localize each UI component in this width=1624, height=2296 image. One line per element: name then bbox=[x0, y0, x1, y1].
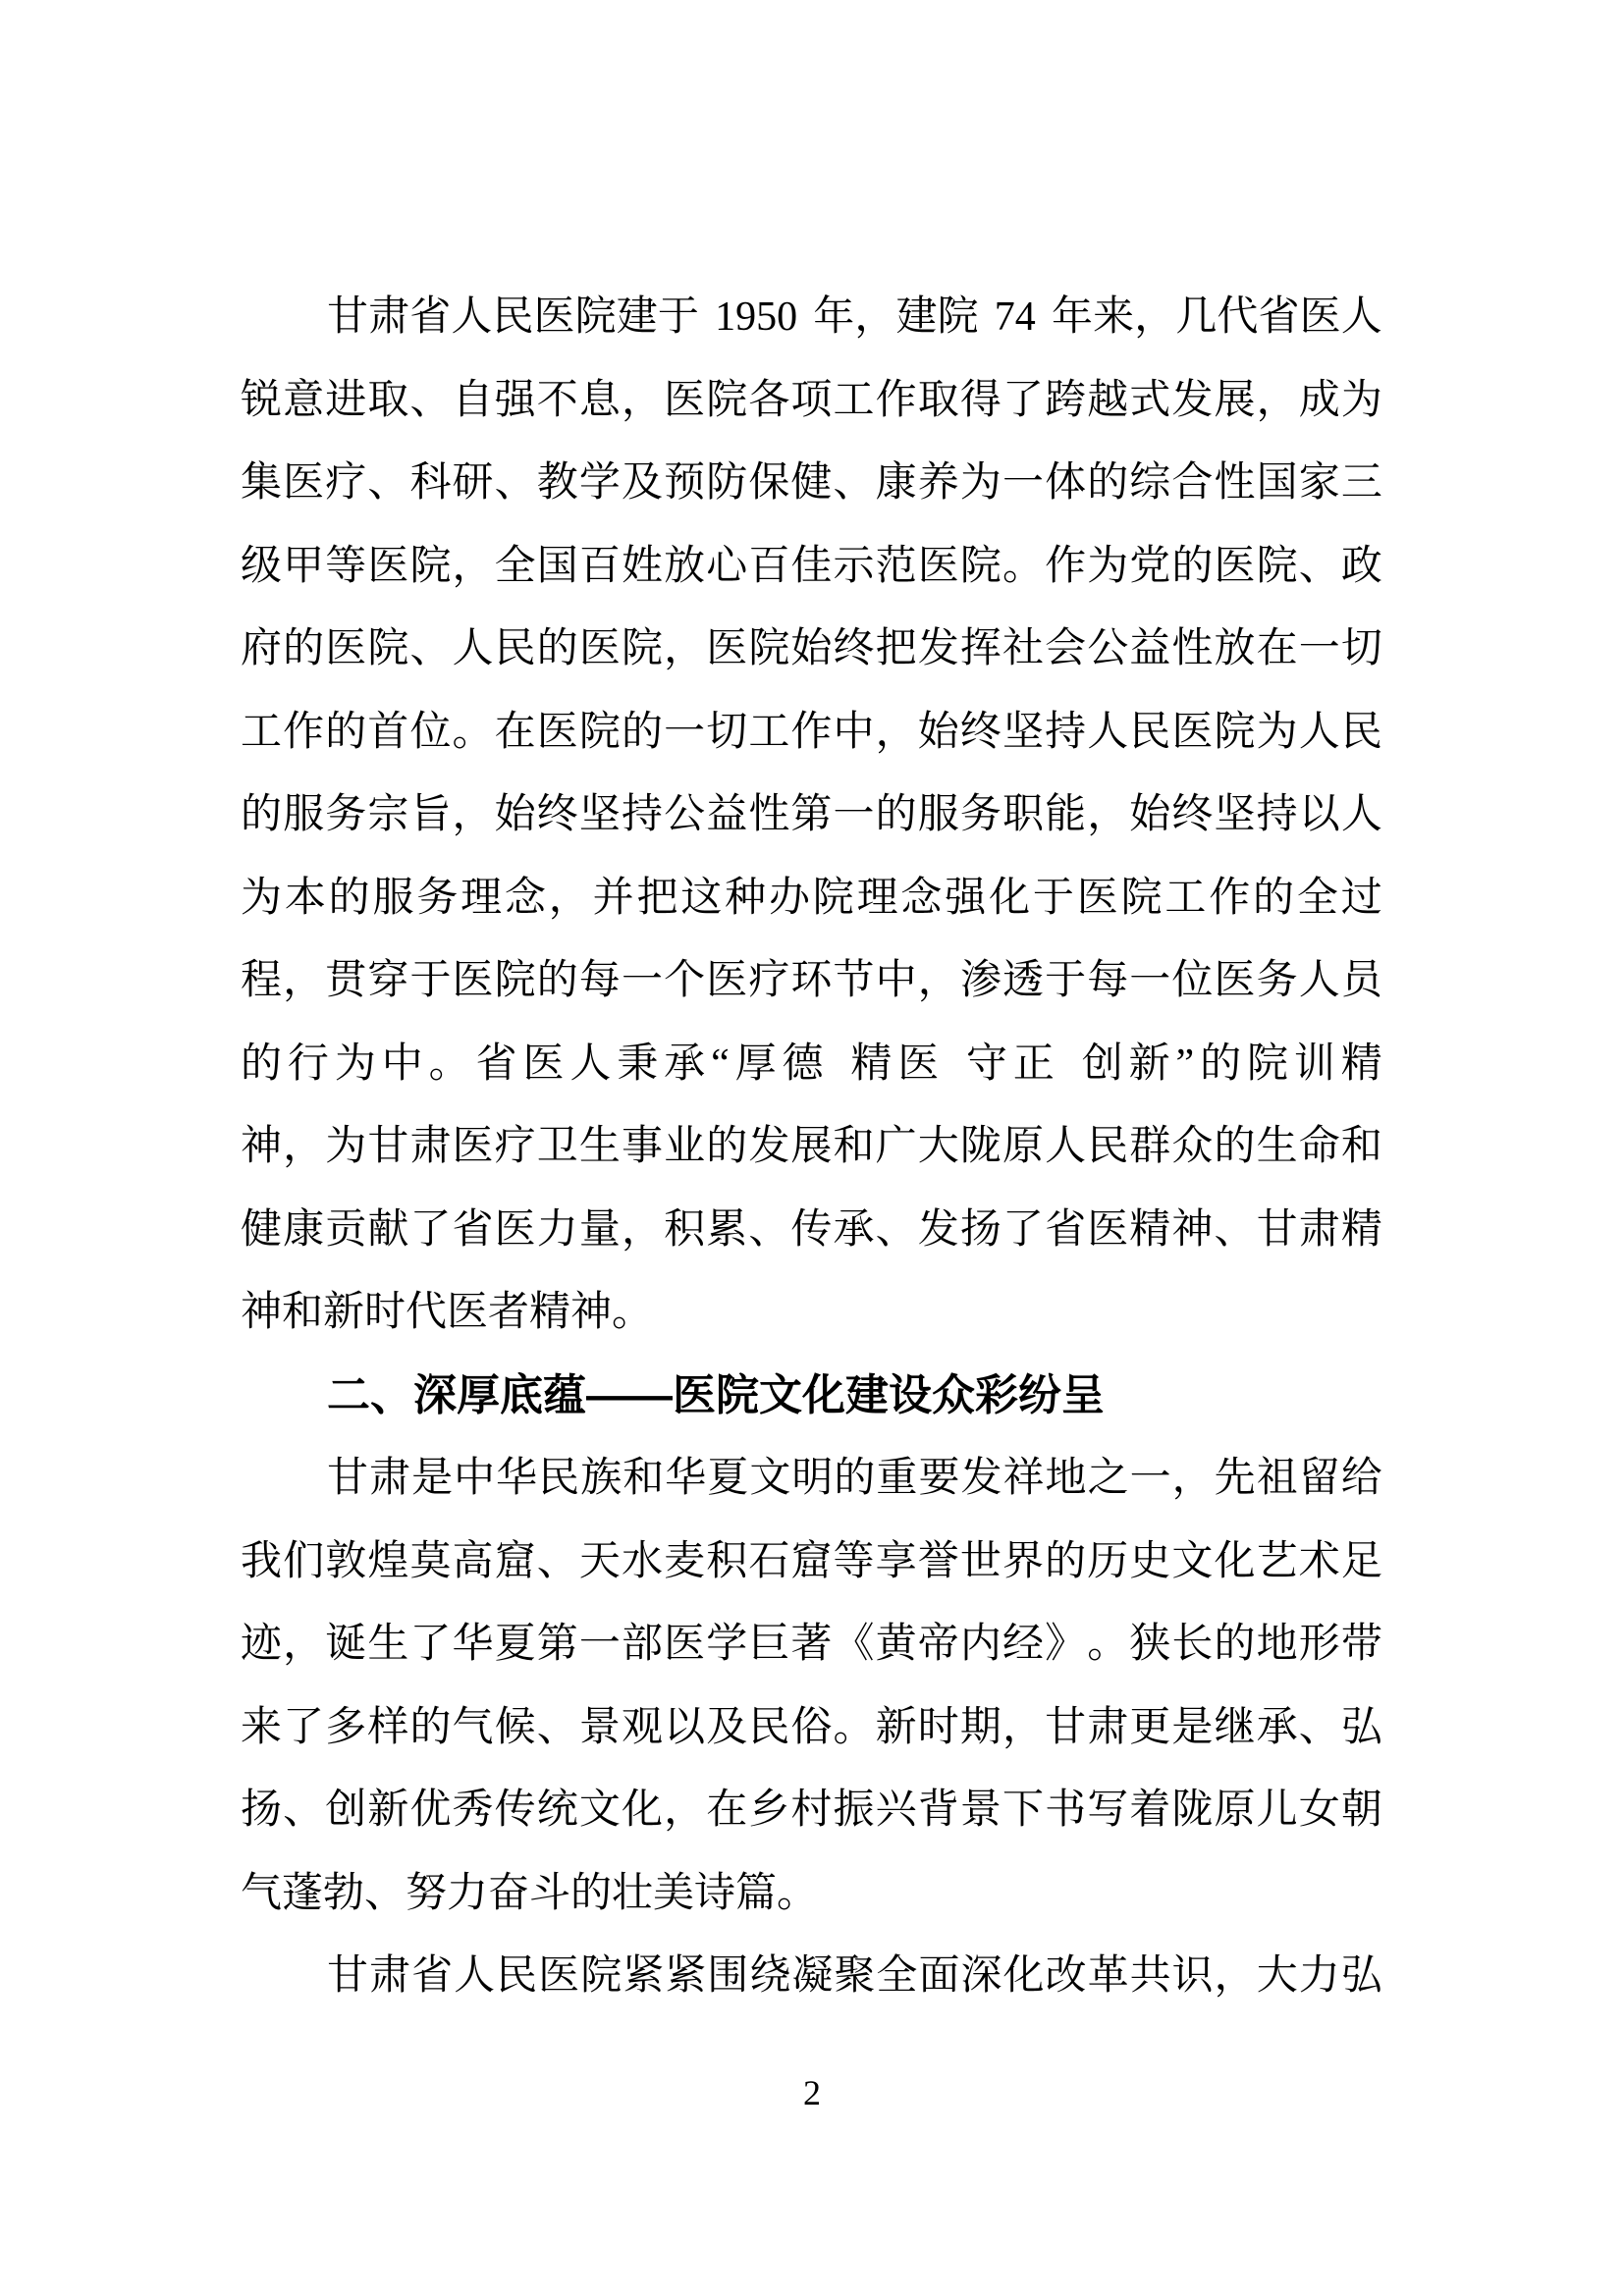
paragraph-line: 的 行 为 中 。 省 医 人 秉 承 “ 厚 德 精 医 守 正 创 新 ” 的 院 训 精 bbox=[241, 1041, 1382, 1087]
paragraph-line: 府 的 医 院 、 人 民 的 医 院 ， 医 院 始 终 把 发 挥 社 会 公 益 性 放 在 一 切 bbox=[241, 626, 1382, 671]
paragraph-line: 神 ， 为 甘 肃 医 疗 卫 生 事 业 的 发 展 和 广 大 陇 原 人 民 群 众 的 生 命 和 bbox=[241, 1124, 1382, 1169]
paragraph-line: 来 了 多 样 的 气 候 、 景 观 以 及 民 俗 。 新 时 期 ， 甘 肃 更 是 继 承 、 弘 bbox=[241, 1704, 1382, 1750]
section-heading: 二、深厚底蕴——医院文化建设众彩纷呈 bbox=[327, 1370, 1105, 1419]
paragraph-line: 扬 、 创 新 优 秀 传 统 文 化 ， 在 乡 村 振 兴 背 景 下 书 写 着 陇 原 儿 女 朝 bbox=[241, 1788, 1382, 1833]
page-number: 2 bbox=[803, 2073, 821, 2112]
paragraph-line: 迹 ， 诞 生 了 华 夏 第 一 部 医 学 巨 著 《 黄 帝 内 经 》 。 狭 长 的 地 形 带 bbox=[241, 1622, 1382, 1667]
text-block bbox=[241, 276, 1382, 2018]
paragraph-last-line: 神和新时代医者精神。 bbox=[241, 1290, 654, 1335]
paragraph-line: 健 康 贡 献 了 省 医 力 量 ， 积 累 、 传 承 、 发 扬 了 省 医 精 神 、 甘 肃 精 bbox=[241, 1206, 1382, 1253]
paragraph-line: 甘 肃 省 人 民 医 院 紧 紧 围 绕 凝 聚 全 面 深 化 改 革 共 识 ， 大 力 弘 bbox=[327, 1953, 1382, 1999]
paragraph-line: 我 们 敦 煌 莫 高 窟 、 天 水 麦 积 石 窟 等 享 誉 世 界 的 历 史 文 化 艺 术 足 bbox=[241, 1538, 1382, 1584]
paragraph-line: 锐 意 进 取 、 自 强 不 息 ， 医 院 各 项 工 作 取 得 了 跨 越 式 发 展 ， 成 为 bbox=[241, 377, 1382, 423]
paragraph-last-line: 气蓬勃、努力奋斗的壮美诗篇。 bbox=[241, 1870, 819, 1916]
paragraph-line: 工 作 的 首 位 。 在 医 院 的 一 切 工 作 中 ， 始 终 坚 持 人 民 医 院 为 人 民 bbox=[241, 709, 1382, 755]
paragraph-line: 级 甲 等 医 院 ， 全 国 百 姓 放 心 百 佳 示 范 医 院 。 作 为 党 的 医 院 、 政 bbox=[241, 543, 1382, 589]
paragraph-line: 程 ， 贯 穿 于 医 院 的 每 一 个 医 疗 环 节 中 ， 渗 透 于 每 一 位 医 务 人 员 bbox=[241, 958, 1382, 1003]
paragraph-line: 的 服 务 宗 旨 ， 始 终 坚 持 公 益 性 第 一 的 服 务 职 能 ， 始 终 坚 持 以 人 bbox=[241, 792, 1382, 837]
paragraph-line: 甘 肃 是 中 华 民 族 和 华 夏 文 明 的 重 要 发 祥 地 之 一 ， 先 祖 留 给 bbox=[327, 1456, 1382, 1501]
paragraph-line: 集 医 疗 、 科 研 、 教 学 及 预 防 保 健 、 康 养 为 一 体 的 综 合 性 国 家 三 bbox=[241, 460, 1382, 506]
paragraph-line: 甘 肃 省 人 民 医 院 建 于 1950 年 ， 建 院 74 年 来 ， 几 代 省 医 人 bbox=[327, 294, 1382, 340]
paragraph-line: 为 本 的 服 务 理 念 ， 并 把 这 种 办 院 理 念 强 化 于 医 院 工 作 的 全 过 bbox=[241, 875, 1382, 921]
